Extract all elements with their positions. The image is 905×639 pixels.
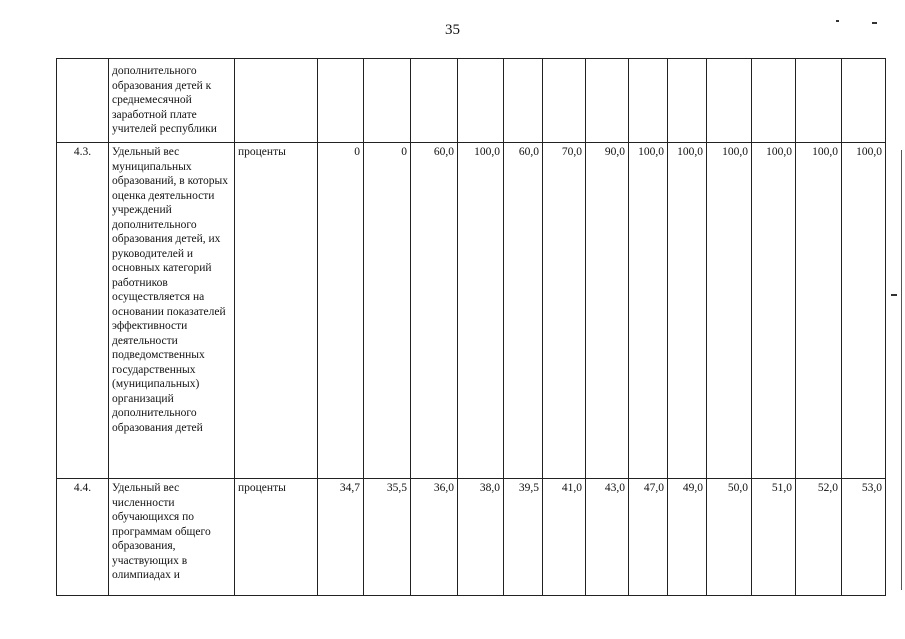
- table-row: [57, 479, 886, 596]
- value-cell: 36,0: [411, 479, 458, 596]
- value-cell: 50,0: [707, 479, 752, 596]
- indicators-table: [56, 58, 886, 596]
- row-number-cell: 4.3.: [57, 143, 109, 479]
- value-cell: 100,0: [629, 143, 668, 479]
- page-number: 35: [445, 22, 460, 38]
- value-cell: 100,0: [796, 143, 842, 479]
- value-cell: 100,0: [458, 143, 504, 479]
- indicator-name: Удельный вес муниципальных образований, в которых оценка деятельности учреждений дополнительного образования детей, их руководителей и основных категорий работников осуществляется на основании показателей эффективности деятельности подведомственных государственных (муниципальных) организаций дополнительного образования детей: [112, 146, 229, 434]
- value-cell: 70,0: [543, 143, 586, 479]
- value-cell: [629, 59, 668, 143]
- value-cell: 100,0: [842, 143, 886, 479]
- value-cell: 43,0: [586, 479, 629, 596]
- value-cell: 41,0: [543, 479, 586, 596]
- indicator-name: дополнительного образования детей к среднемесячной заработной плате учителей республики: [112, 65, 217, 135]
- value-cell: [318, 59, 364, 143]
- unit-cell: проценты: [235, 479, 318, 596]
- value-cell: 34,7: [318, 479, 364, 596]
- value-cell: [458, 59, 504, 143]
- value-cell: [364, 59, 411, 143]
- value-cell: 100,0: [707, 143, 752, 479]
- value-cell: 49,0: [668, 479, 707, 596]
- value-cell: [586, 59, 629, 143]
- unit-cell: проценты: [235, 143, 318, 479]
- value-cell: 47,0: [629, 479, 668, 596]
- value-cell: [842, 59, 886, 143]
- value-cell: 60,0: [411, 143, 458, 479]
- indicator-name-cell: [109, 143, 235, 479]
- value-cell: [668, 59, 707, 143]
- value-cell: 0: [364, 143, 411, 479]
- scan-speck: [872, 22, 877, 24]
- value-cell: 39,5: [504, 479, 543, 596]
- value-cell: [504, 59, 543, 143]
- value-cell: 51,0: [752, 479, 796, 596]
- value-cell: 52,0: [796, 479, 842, 596]
- value-cell: 60,0: [504, 143, 543, 479]
- row-number-cell: 4.4.: [57, 479, 109, 596]
- row-number-cell: [57, 59, 109, 143]
- scan-tick: [891, 294, 897, 296]
- value-cell: 0: [318, 143, 364, 479]
- table-row: [57, 59, 886, 143]
- unit-cell: [235, 59, 318, 143]
- scan-edge-line: [901, 150, 902, 590]
- value-cell: 38,0: [458, 479, 504, 596]
- value-cell: 35,5: [364, 479, 411, 596]
- indicator-name-cell: [109, 479, 235, 596]
- indicator-name-cell: [109, 59, 235, 143]
- value-cell: [411, 59, 458, 143]
- value-cell: 100,0: [668, 143, 707, 479]
- value-cell: 100,0: [752, 143, 796, 479]
- scan-speck: [836, 20, 839, 22]
- value-cell: [707, 59, 752, 143]
- table-row: [57, 143, 886, 479]
- table-body: [57, 59, 886, 596]
- value-cell: [796, 59, 842, 143]
- value-cell: [752, 59, 796, 143]
- value-cell: 90,0: [586, 143, 629, 479]
- indicator-name: Удельный вес численности обучающихся по программам общего образования, участвующих в олимпиадах и: [112, 482, 211, 581]
- value-cell: [543, 59, 586, 143]
- value-cell: 53,0: [842, 479, 886, 596]
